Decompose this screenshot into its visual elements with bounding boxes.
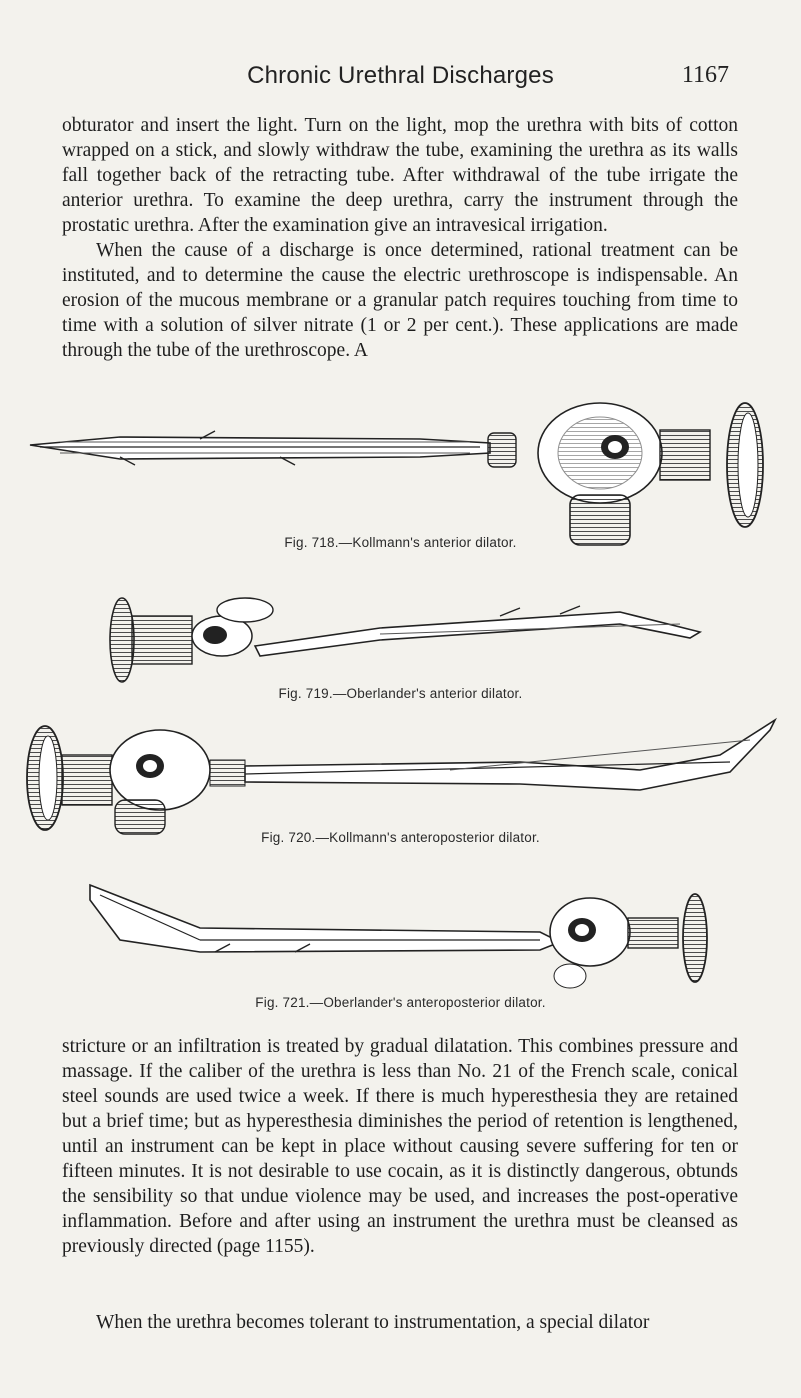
figure-718: [0, 395, 801, 565]
paragraph-2: When the cause of a discharge is once determined, rational treatment can be instituted, and to determine the cause the electric urethroscope is indispensable. An erosion of the mucous membrane or a granular patch requires touching from time to time with a solution of silver nitrate (1 or 2 per cent.). These applications are made through the tube of the urethroscope. A: [62, 240, 738, 361]
figure-caption: Fig. 719.—Oberlander's anterior dilator.: [278, 686, 523, 701]
kollmann-anteroposterior-dilator-illustration: [0, 700, 801, 850]
page-header: [0, 60, 801, 100]
paragraph-1: obturator and insert the light. Turn on the light, mop the urethra with bits of cotton wrapped on a stick, and slowly withdraw the tube, examining the urethra as its walls fall together back of the retracting tube. After withdrawal of the tube irrigate the anterior urethra. To examine the deep urethra, carry the instrument through the prostatic urethra. After the examination give an intravesical irrigation.: [62, 115, 738, 236]
oberlander-anteroposterior-dilator-illustration: [0, 880, 801, 995]
figure-caption: Fig. 720.—Kollmann's anteroposterior dilator.: [261, 830, 540, 845]
figure-720: [0, 700, 801, 875]
oberlander-anterior-dilator-illustration: [0, 588, 801, 688]
figure-caption: Fig. 721.—Oberlander's anteroposterior dilator.: [255, 995, 546, 1010]
figure-721: [0, 880, 801, 1020]
paragraph-4: When the urethra becomes tolerant to instrumentation, a special dilator: [96, 1312, 650, 1333]
paragraph-3: stricture or an infiltration is treated by gradual dilatation. This combines pressure and massage. If the caliber of the urethra is less than No. 21 of the French scale, conical steel sounds are used twice a week. If there is much hyperesthesia they are retained but a brief time; but as hyperesthesia diminishes the period of retention is lengthened, until an instrument can be kept in place without causing severe suffering for ten or fifteen minutes. It is not desirable to use cocain, as it is distinctly dangerous, obtunds the sensibility so that undue violence may be used, and increases the post-operative inflammation. Before and after using an instrument the urethra must be cleansed as previously directed (page 1155).: [62, 1036, 738, 1257]
running-title: Chronic Urethral Discharges: [247, 62, 554, 89]
page-number: 1167: [681, 62, 729, 88]
figure-719: [0, 588, 801, 708]
figure-caption: Fig. 718.—Kollmann's anterior dilator.: [284, 535, 517, 550]
